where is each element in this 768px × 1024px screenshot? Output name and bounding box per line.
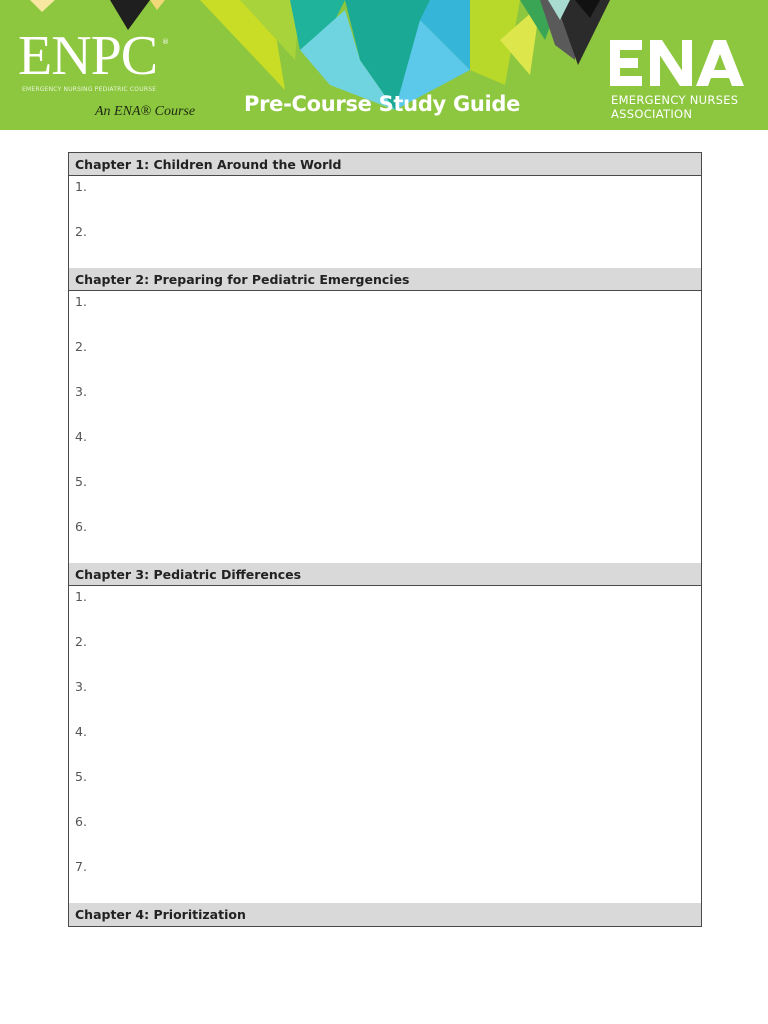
ena-name-line2: ASSOCIATION bbox=[611, 107, 693, 121]
answer-line[interactable]: 5. bbox=[75, 769, 87, 784]
chapter-title: Chapter 3: Pediatric Differences bbox=[69, 563, 701, 586]
ena-name-line1: EMERGENCY NURSES bbox=[611, 93, 739, 107]
answer-line[interactable]: 1. bbox=[75, 589, 87, 604]
answer-line[interactable]: 2. bbox=[75, 634, 87, 649]
enpc-registered-mark: ® bbox=[162, 38, 169, 46]
study-guide-table bbox=[68, 152, 702, 927]
page-title: Pre-Course Study Guide bbox=[244, 92, 521, 116]
answer-line[interactable]: 2. bbox=[75, 224, 87, 239]
answer-line[interactable]: 2. bbox=[75, 339, 87, 354]
enpc-logo-tagline: EMERGENCY NURSING PEDIATRIC COURSE bbox=[22, 86, 157, 93]
answer-line[interactable]: 6. bbox=[75, 814, 87, 829]
ena-full-name bbox=[611, 93, 738, 121]
chapter-answers bbox=[69, 586, 701, 903]
course-tag: An ENA® Course bbox=[95, 104, 196, 119]
chapter-answers bbox=[69, 176, 701, 268]
answer-line[interactable]: 6. bbox=[75, 519, 87, 534]
answer-line[interactable]: 7. bbox=[75, 859, 87, 874]
enpc-logo: ENPC bbox=[18, 25, 158, 87]
answer-line[interactable]: 1. bbox=[75, 179, 87, 194]
answer-line[interactable]: 3. bbox=[75, 384, 87, 399]
answer-line[interactable]: 4. bbox=[75, 429, 87, 444]
chapter-title: Chapter 4: Prioritization bbox=[69, 903, 701, 926]
answer-line[interactable]: 1. bbox=[75, 294, 87, 309]
chapter-section bbox=[69, 903, 701, 926]
chapter-title: Chapter 2: Preparing for Pediatric Emergencies bbox=[69, 268, 701, 291]
chapter-section bbox=[69, 268, 701, 563]
header-banner bbox=[0, 0, 768, 130]
ena-logo bbox=[610, 40, 744, 88]
chapter-section bbox=[69, 563, 701, 903]
chapter-section bbox=[69, 153, 701, 268]
chapter-title: Chapter 1: Children Around the World bbox=[69, 153, 701, 176]
chapter-answers bbox=[69, 291, 701, 563]
answer-line[interactable]: 4. bbox=[75, 724, 87, 739]
answer-line[interactable]: 5. bbox=[75, 474, 87, 489]
answer-line[interactable]: 3. bbox=[75, 679, 87, 694]
